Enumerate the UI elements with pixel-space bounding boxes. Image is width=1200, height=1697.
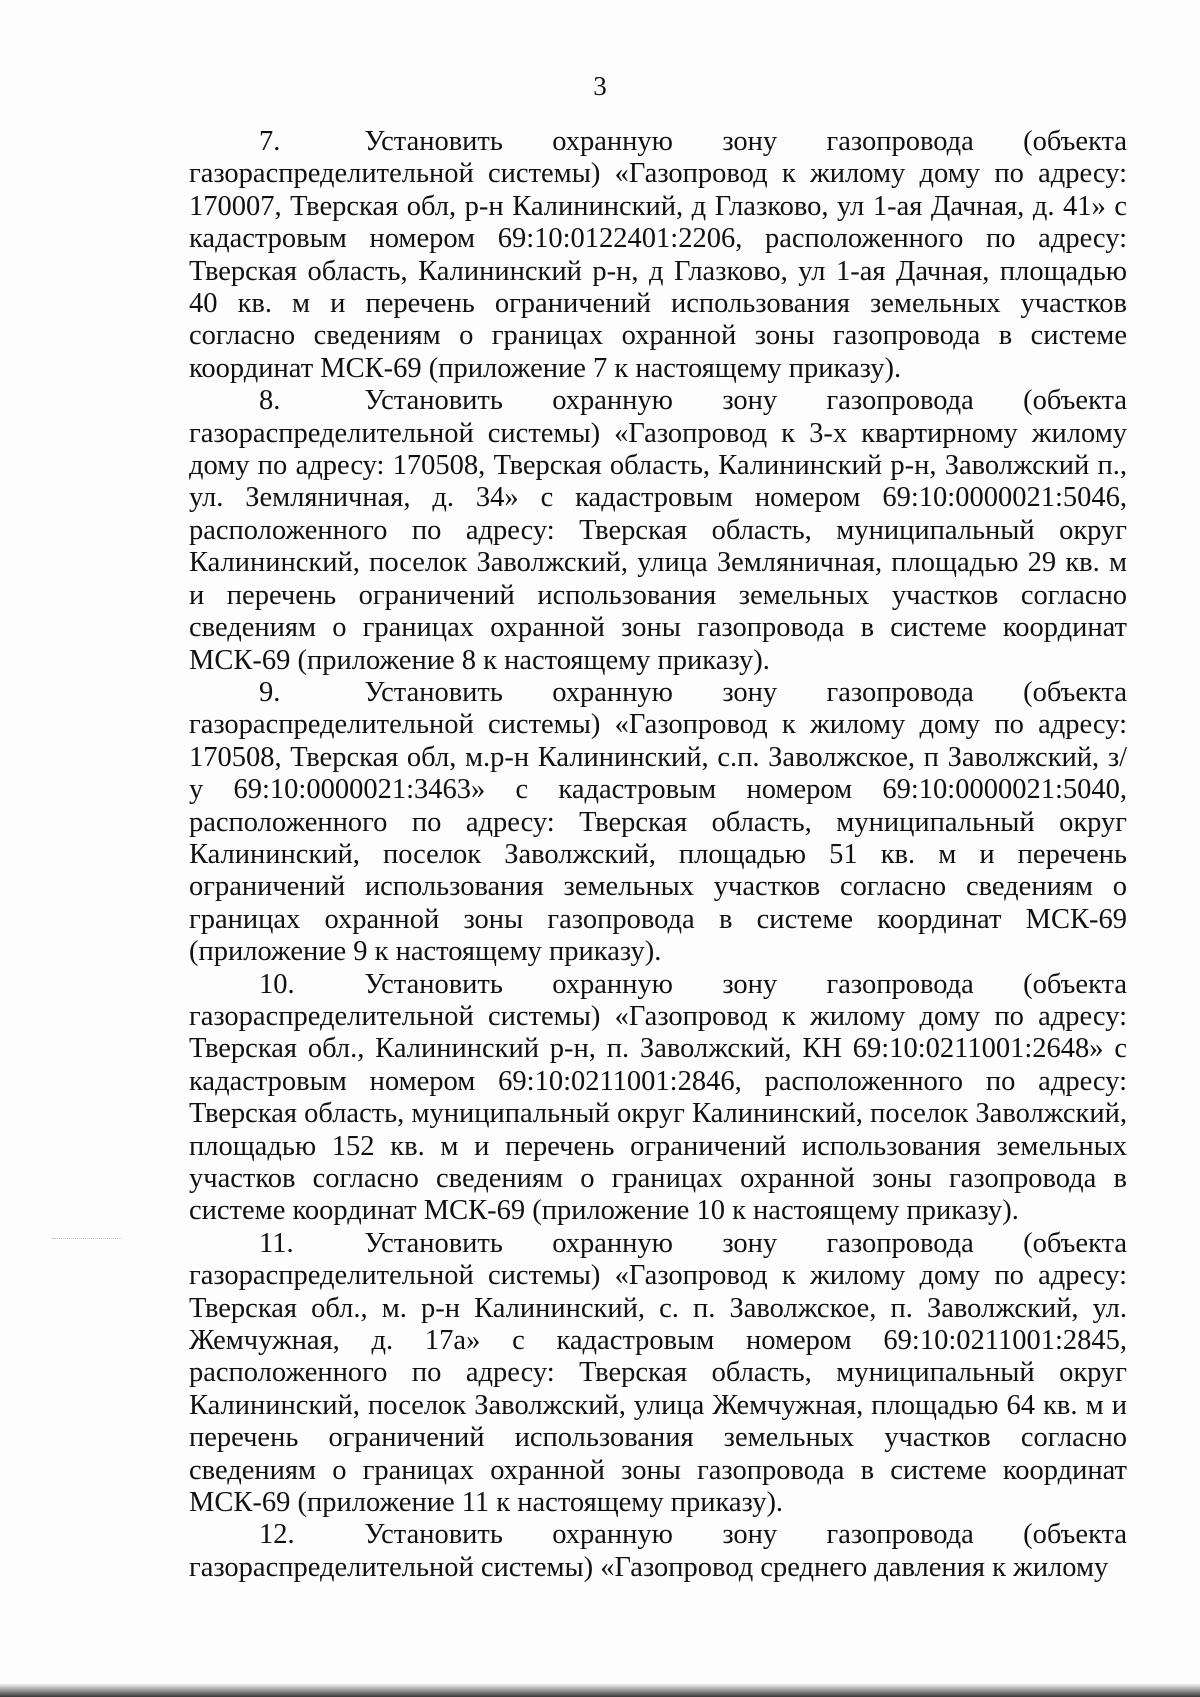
page-number: 3 bbox=[593, 71, 607, 101]
paragraph-text: Установить охранную зону газопровода (объекта газораспределительной системы) «Газопровод к жилому дому по адресу: 170508, Тверская обл, м.р-н Калининский, с.п. Заволжское, п Заволжский, з/у 69:10:0000021:3463» с кадастровым номером 69:10:0000021:5040, расположенного по адресу: Тверская область, муниципальный округ Калининский, поселок Заволжский, площадью 51 кв. м и перечень ограничений использования земельных участков согласно сведениям о границах охранной зоны газопровода в системе координат МСК-69 (приложение 9 к настоящему приказу). bbox=[189, 676, 1127, 968]
paragraph-text: Установить охранную зону газопровода (объекта газораспределительной системы) «Газопровод к жилому дому по адресу: Тверская обл., м. р-н Калининский, с. п. Заволжское, п. Заволжский, ул. Жемчужная, д. 17а» с кадастровым номером 69:10:0211001:2845, расположенного по адресу: Тверская область, муниципальный округ Калининский, поселок Заволжский, улица Жемчужная, площадью 64 кв. м и перечень ограничений использования земельных участков согласно сведениям о границах охранной зоны газопровода в системе координат МСК-69 (приложение 11 к настоящему приказу). bbox=[189, 1227, 1127, 1519]
paragraph-9 bbox=[189, 677, 1127, 969]
paragraph-7 bbox=[189, 126, 1127, 385]
paragraph-text: Установить охранную зону газопровода (объекта газораспределительной системы) «Газопровод к 3-х квартирному жилому дому по адресу: 170508, Тверская область, Калининский р-н, Заволжский п., ул. Земляничная, д. 34» с кадастровым номером 69:10:0000021:5046, расположенного по адресу: Тверская область, муниципальный округ Калининский, поселок Заволжский, улица Земляничная, площадью 29 кв. м и перечень ограничений использования земельных участков согласно сведениям о границах охранной зоны газопровода в системе координат МСК-69 (приложение 8 к настоящему приказу). bbox=[189, 385, 1127, 676]
paragraph-number: 8. bbox=[259, 385, 281, 417]
paragraph-number: 10. bbox=[259, 968, 295, 1000]
paragraph-10 bbox=[189, 969, 1127, 1228]
paragraph-number: 12. bbox=[259, 1519, 295, 1551]
scan-bottom-edge bbox=[0, 1683, 1200, 1697]
paragraph-number: 7. bbox=[259, 126, 281, 157]
paragraph-12 bbox=[189, 1519, 1127, 1584]
paragraph-11 bbox=[189, 1228, 1127, 1520]
paragraph-text: Установить охранную зону газопровода (объекта газораспределительной системы) «Газопровод к жилому дому по адресу: 170007, Тверская обл, р-н Калининский, д Глазково, ул 1-ая Дачная, д. 41» с кадастровым номером 69:10:0122401:2206, расположенного по адресу: Тверская область, Калининский р-н, д Глазково, ул 1-ая Дачная, площадью 40 кв. м и перечень ограничений использования земельных участков согласно сведениям о границах охранной зоны газопровода в системе координат МСК-69 (приложение 7 к настоящему приказу). bbox=[189, 126, 1127, 384]
paragraph-8 bbox=[189, 385, 1127, 677]
scan-speck bbox=[52, 1238, 122, 1240]
paragraph-number: 11. bbox=[259, 1227, 294, 1259]
paragraph-number: 9. bbox=[259, 676, 281, 708]
paragraph-text: Установить охранную зону газопровода (объекта газораспределительной системы) «Газопровод среднего давления к жилому bbox=[189, 1519, 1127, 1583]
paragraph-text: Установить охранную зону газопровода (объекта газораспределительной системы) «Газопровод к жилому дому по адресу: Тверская обл., Калининский р-н, п. Заволжский, КН 69:10:0211001:2648» с кадастровым номером 69:10:0211001:2846, расположенного по адресу: Тверская область, муниципальный округ Калининский, поселок Заволжский, площадью 152 кв. м и перечень ограничений использования земельных участков согласно сведениям о границах охранной зоны газопровода в системе координат МСК-69 (приложение 10 к настоящему приказу). bbox=[189, 968, 1127, 1227]
document-body bbox=[189, 126, 1127, 1584]
